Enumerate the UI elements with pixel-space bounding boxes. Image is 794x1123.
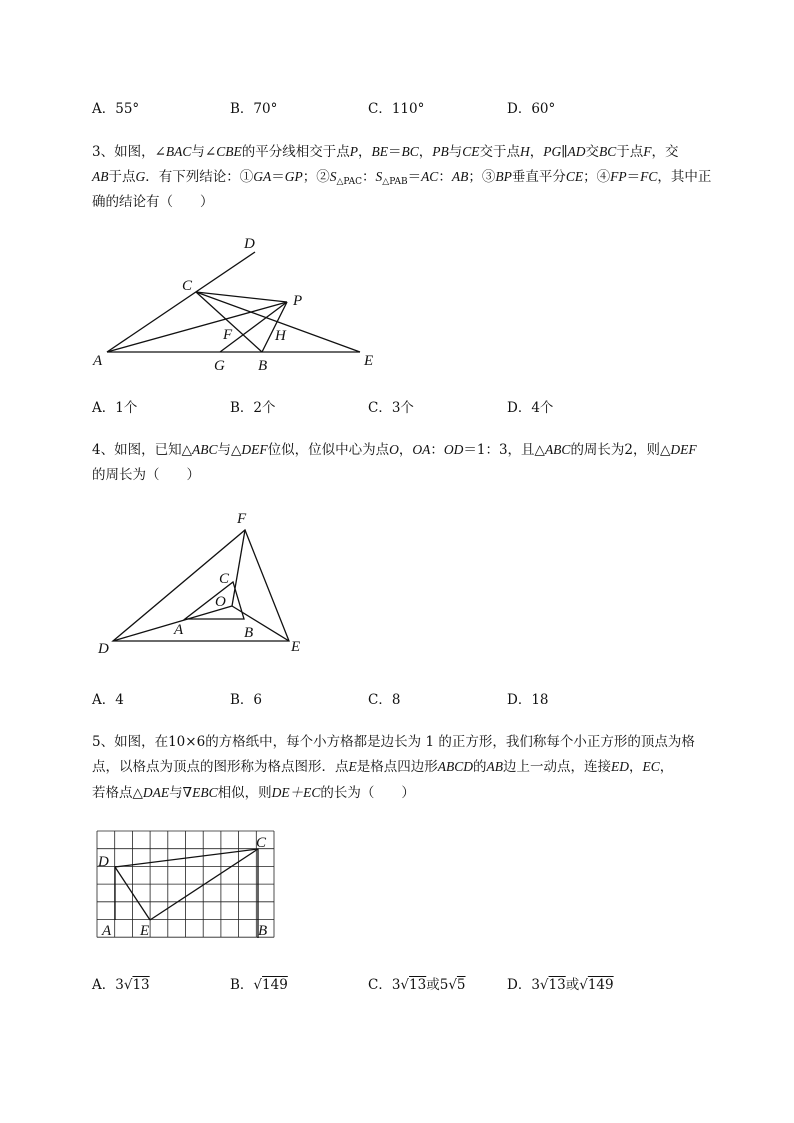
q5-label-C: C [256, 835, 267, 851]
q5-figure [93, 828, 283, 943]
q5-text-line-1: 5、如图，在10×6的方格纸中，每个小方格都是边长为 1 的正方形，我们称每个小正方形的顶点为格 [92, 734, 695, 750]
q4-text-line-2: 的周长为（ ） [92, 467, 200, 483]
q4-ray-OD [113, 606, 232, 641]
q4-label-O: O [215, 594, 226, 610]
q2-option-b[interactable]: B．70° [230, 101, 278, 117]
q3-label-G: G [214, 358, 225, 374]
q3-text-line-3: 确的结论有（ ） [92, 194, 214, 210]
q3-label-D: D [244, 236, 255, 252]
q4-ray-OF [232, 530, 245, 606]
q4-label-E: E [291, 639, 301, 655]
q3-segment-AD [107, 252, 255, 352]
q4-text-line-1: 4、如图，已知△ABC与△DEF位似，位似中心为点O，OA：OD＝1：3，且△ABC的周长为2，则△DEF [92, 442, 697, 458]
q4-figure [95, 508, 325, 658]
q3-segment-AP [107, 302, 287, 352]
q5-label-A: A [102, 923, 112, 939]
q3-text-line-2: AB于点G．有下列结论：①GA＝GP；$②S_{\triangle PAC}$：$S_{\triangle PAB}=AC$：AB；③BP垂直平分CE；④FP＝FC，其中正 [92, 169, 712, 187]
q4-label-B: B [244, 625, 254, 641]
q5-text-line-3: 若格点△DAE与∇EBC相似，则DE＋EC的长为（ ） [92, 785, 415, 801]
q5-option-b[interactable]: B．√149 [230, 977, 288, 993]
q5-option-c[interactable]: C．3√13或5√5 [368, 977, 466, 993]
q4-option-a[interactable]: A．4 [92, 692, 124, 708]
q5-label-E: E [140, 923, 150, 939]
q3-segment-BP [262, 302, 287, 352]
q4-label-A: A [174, 622, 184, 638]
q4-option-d[interactable]: D．18 [507, 692, 549, 708]
q4-option-c[interactable]: C．8 [368, 692, 401, 708]
q2-option-c[interactable]: C．110° [368, 101, 425, 117]
q3-segment-CB [196, 292, 262, 352]
q5-segment-EC [150, 849, 258, 920]
q4-label-F: F [237, 511, 247, 527]
q4-ray-OE [232, 606, 289, 641]
q5-option-a[interactable]: A．3√13 [92, 977, 150, 993]
q4-label-C: C [219, 571, 230, 587]
q3-label-E: E [364, 353, 374, 369]
q3-label-H: H [275, 328, 286, 344]
q3-label-C: C [182, 278, 193, 294]
q5-label-B: B [258, 923, 268, 939]
q3-option-d[interactable]: D．4个 [507, 400, 554, 416]
q3-option-b[interactable]: B．2个 [230, 400, 276, 416]
q2-option-a[interactable]: A．55° [92, 101, 140, 117]
q5-text-line-2: 点，以格点为顶点的图形称为格点图形．点E是格点四边形ABCD的AB边上一动点，连接ED，EC， [92, 759, 674, 775]
q3-label-P: P [293, 293, 303, 309]
q4-option-b[interactable]: B．6 [230, 692, 263, 708]
q3-label-B: B [258, 358, 268, 374]
q4-label-D: D [98, 641, 109, 657]
q5-grid [97, 831, 274, 937]
q5-label-D: D [98, 854, 109, 870]
q3-option-c[interactable]: C．3个 [368, 400, 414, 416]
q3-figure [90, 232, 410, 382]
q3-text-line-1: 3、如图，∠BAC与∠CBE的平分线相交于点P，BE＝BC，PB与CE交于点H，PG∥AD交BC于点F，交 [92, 144, 679, 160]
q2-option-d[interactable]: D．60° [507, 101, 556, 117]
q5-option-d[interactable]: D．3√13或√149 [507, 977, 614, 993]
q3-option-a[interactable]: A．1个 [92, 400, 138, 416]
q3-label-F: F [223, 327, 233, 343]
q3-label-A: A [93, 353, 103, 369]
